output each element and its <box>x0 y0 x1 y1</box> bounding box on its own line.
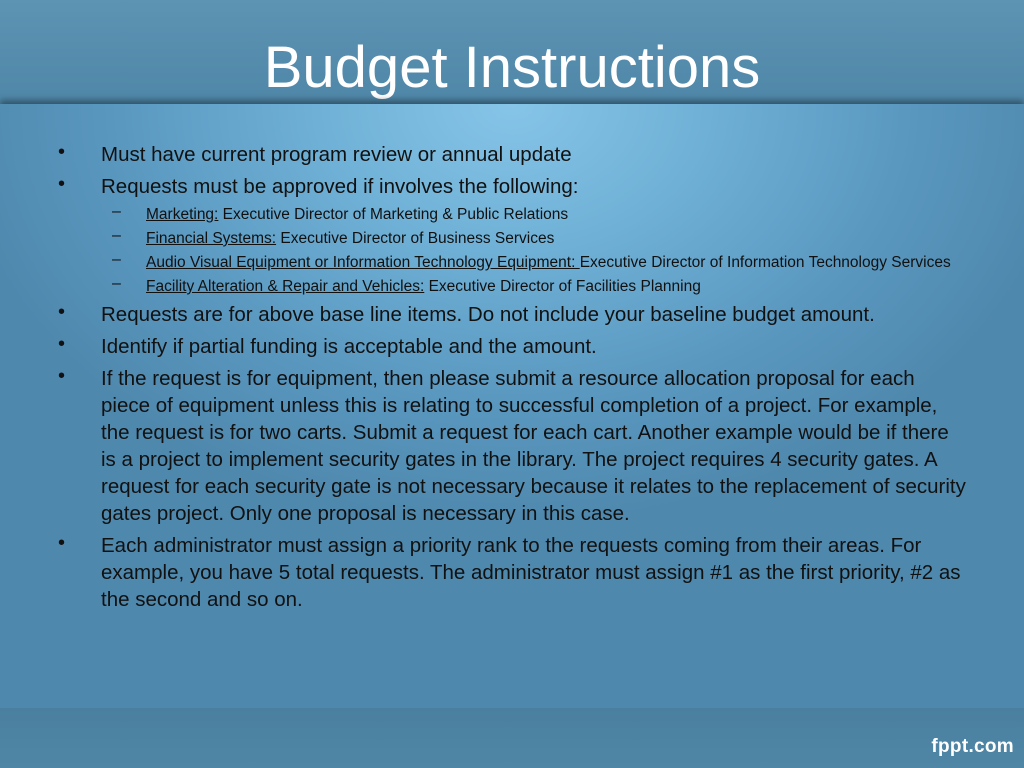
approval-label: Financial Systems: <box>146 230 277 247</box>
dash-icon: – <box>112 227 121 244</box>
approval-sub-list <box>58 205 968 297</box>
dash-icon: – <box>112 203 121 220</box>
bullet-item <box>58 333 968 360</box>
bullet-icon: • <box>58 141 66 163</box>
bullet-item <box>58 532 968 613</box>
bottom-band <box>0 708 1024 768</box>
bullet-text: Must have current program review or annual update <box>101 143 572 166</box>
bullet-item <box>58 301 968 328</box>
bullet-icon: • <box>58 333 66 355</box>
approval-label: Facility Alteration & Repair and Vehicles: <box>146 278 425 295</box>
bullet-icon: • <box>58 365 66 387</box>
slide-title: Budget Instructions <box>263 35 761 100</box>
bullet-text: If the request is for equipment, then please submit a resource allocation proposal for each piece of equipment unless this is relating to successful completion of a project. For example, the request is for two carts. Submit a request for each cart. Another example would be if there is a project to implement security gates in the library. The project requires 4 security gates. A request for each security gate is not necessary because it relates to the replacement of security gates project. Only one proposal is necessary in this case. <box>101 367 966 525</box>
sub-bullet-item <box>101 277 968 297</box>
bullet-text: Requests must be approved if involves the following: <box>101 175 579 198</box>
approval-text: Executive Director of Business Services <box>276 230 555 247</box>
bullet-item <box>58 141 968 168</box>
bullet-icon: • <box>58 532 66 554</box>
approval-text: Executive Director of Information Technology Services <box>579 254 951 271</box>
bullet-text: Identify if partial funding is acceptable and the amount. <box>101 335 597 358</box>
sub-bullet-item <box>101 205 968 225</box>
bullet-list <box>58 141 968 618</box>
fppt-logo: fppt.com <box>931 736 1014 757</box>
bullet-icon: • <box>58 173 66 195</box>
approval-label: Marketing: <box>146 206 219 223</box>
dash-icon: – <box>112 275 121 292</box>
sub-bullet-item <box>101 253 968 273</box>
bullet-text: Each administrator must assign a priority rank to the requests coming from their areas. For example, you have 5 total requests. The administrator must assign #1 as the first priority, #2 as the second and so on. <box>101 534 961 611</box>
approval-text: Executive Director of Marketing & Public Relations <box>218 206 569 223</box>
approval-label: Audio Visual Equipment or Information Technology Equipment: <box>146 254 580 271</box>
bullet-item <box>58 173 968 200</box>
bullet-item <box>58 365 968 527</box>
sub-bullet-item <box>101 229 968 249</box>
bullet-text: Requests are for above base line items. Do not include your baseline budget amount. <box>101 303 875 326</box>
approval-text: Executive Director of Facilities Planning <box>424 278 701 295</box>
dash-icon: – <box>112 251 121 268</box>
sub-list-wrapper <box>58 205 968 297</box>
bullet-icon: • <box>58 301 66 323</box>
